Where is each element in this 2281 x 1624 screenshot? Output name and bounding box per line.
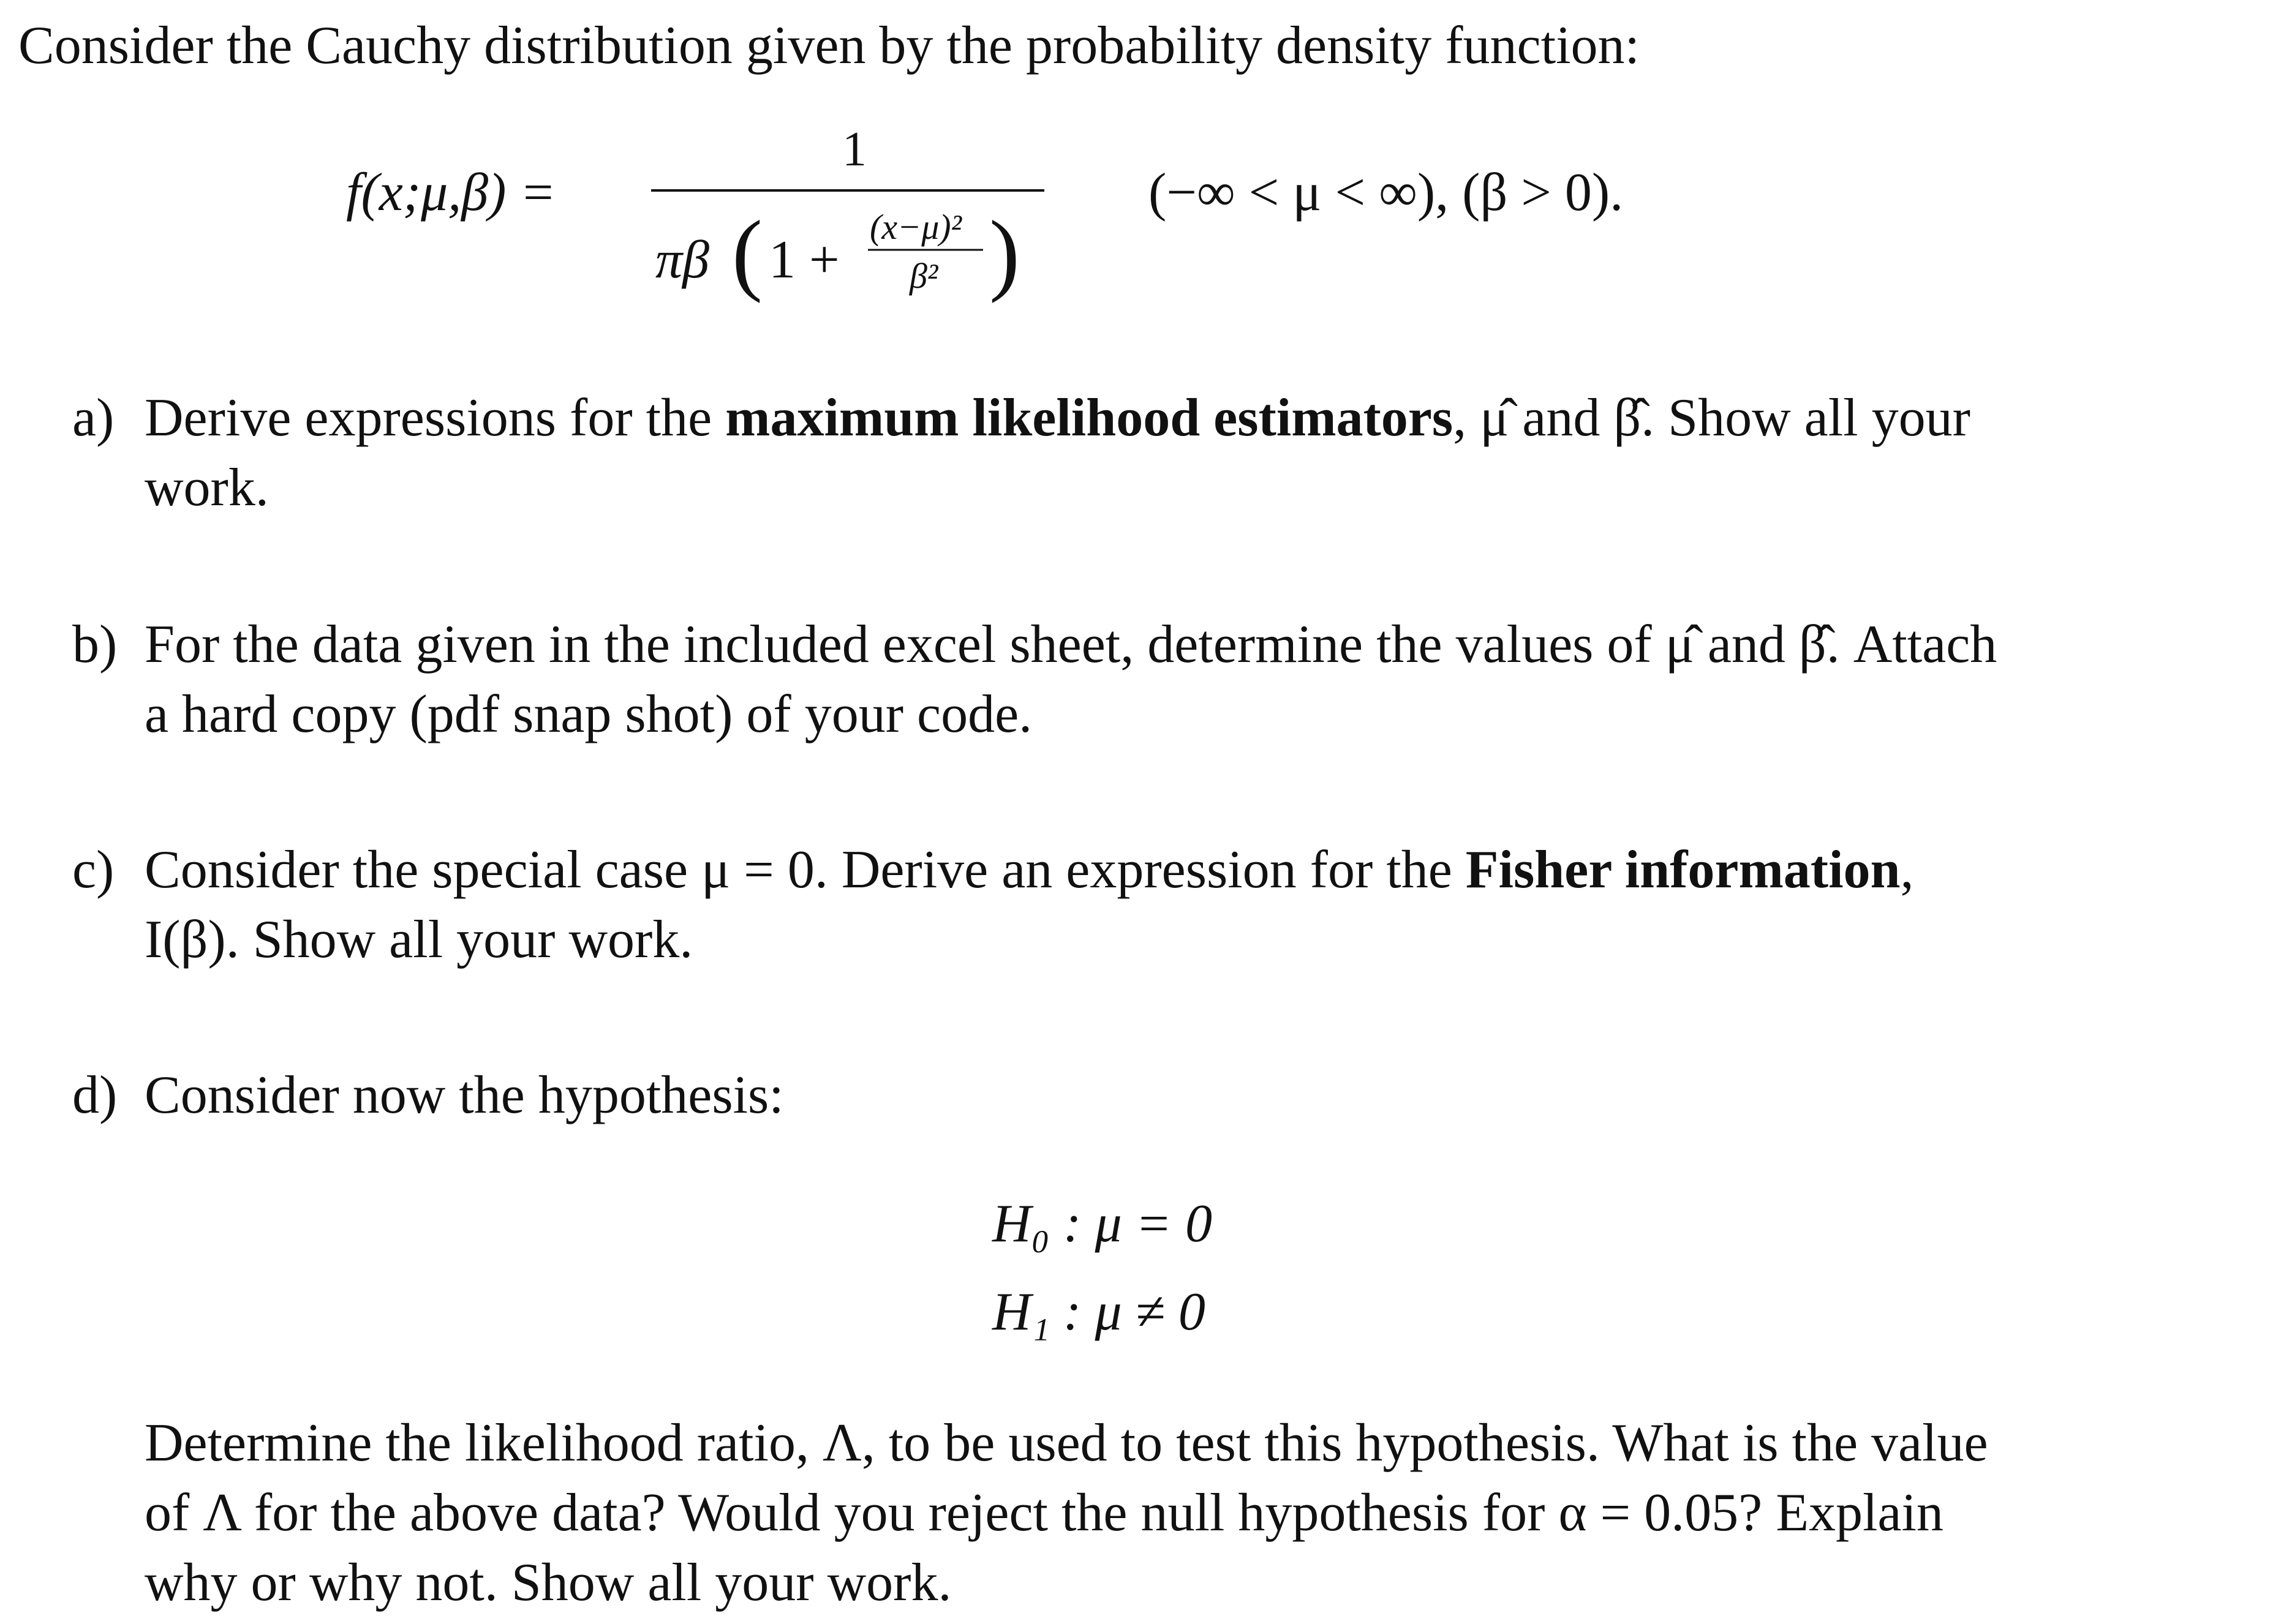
pdf-formula	[346, 127, 1816, 329]
part-b-label: b)	[72, 615, 118, 674]
intro-text: Consider the Cauchy distribution given by the probability density function:	[18, 16, 1640, 75]
part-d-para2: of Λ for the above data? Would you reject the null hypothesis for α = 0.05? Explain	[145, 1483, 1944, 1543]
part-a-bold: maximum likelihood estimators	[725, 388, 1453, 448]
part-a-line2: work.	[145, 458, 269, 517]
inner-denominator: β²	[910, 256, 938, 296]
part-d-para1: Determine the likelihood ratio, Λ, to be used to test this hypothesis. What is the value	[145, 1413, 1988, 1473]
part-a-text-before: Derive expressions for the	[145, 388, 726, 448]
hypothesis-h1: H₁ : μ ≠ 0	[992, 1282, 1205, 1342]
right-paren: )	[989, 202, 1020, 304]
part-c-label: c)	[72, 840, 115, 900]
formula-condition: (−∞ < μ < ∞), (β > 0).	[1148, 163, 1624, 222]
part-a-label: a)	[72, 388, 115, 448]
part-d-label: d)	[72, 1066, 118, 1125]
denominator-pi-beta: πβ	[655, 230, 709, 290]
part-c-text-after: ,	[1900, 840, 1914, 900]
formula-numerator: 1	[842, 127, 867, 176]
part-b-line1: For the data given in the included excel sheet, determine the values of μ̂ and β̂. Attach	[145, 615, 1997, 674]
denominator-one-plus: 1 +	[769, 230, 840, 290]
pdf-formula-svg	[346, 127, 1816, 329]
part-c-line2: I(β). Show all your work.	[145, 910, 693, 969]
inner-numerator: (x−μ)²	[870, 207, 962, 247]
part-c-line1	[145, 835, 1913, 905]
part-b-line2: a hard copy (pdf snap shot) of your code.	[145, 685, 1033, 744]
hypothesis-h0: H₀ : μ = 0	[992, 1194, 1213, 1254]
part-c-bold: Fisher information	[1465, 840, 1901, 900]
formula-lhs: f(x;μ,β) =	[346, 163, 556, 222]
part-a-line1	[145, 383, 1970, 453]
part-c-text-before: Consider the special case μ = 0. Derive an expression for the	[145, 840, 1466, 900]
left-paren: (	[732, 202, 763, 304]
part-d-para3: why or why not. Show all your work.	[145, 1553, 952, 1612]
part-d-line1: Consider now the hypothesis:	[145, 1066, 784, 1125]
part-a-text-after: , μ̂ and β̂. Show all your	[1453, 388, 1970, 448]
